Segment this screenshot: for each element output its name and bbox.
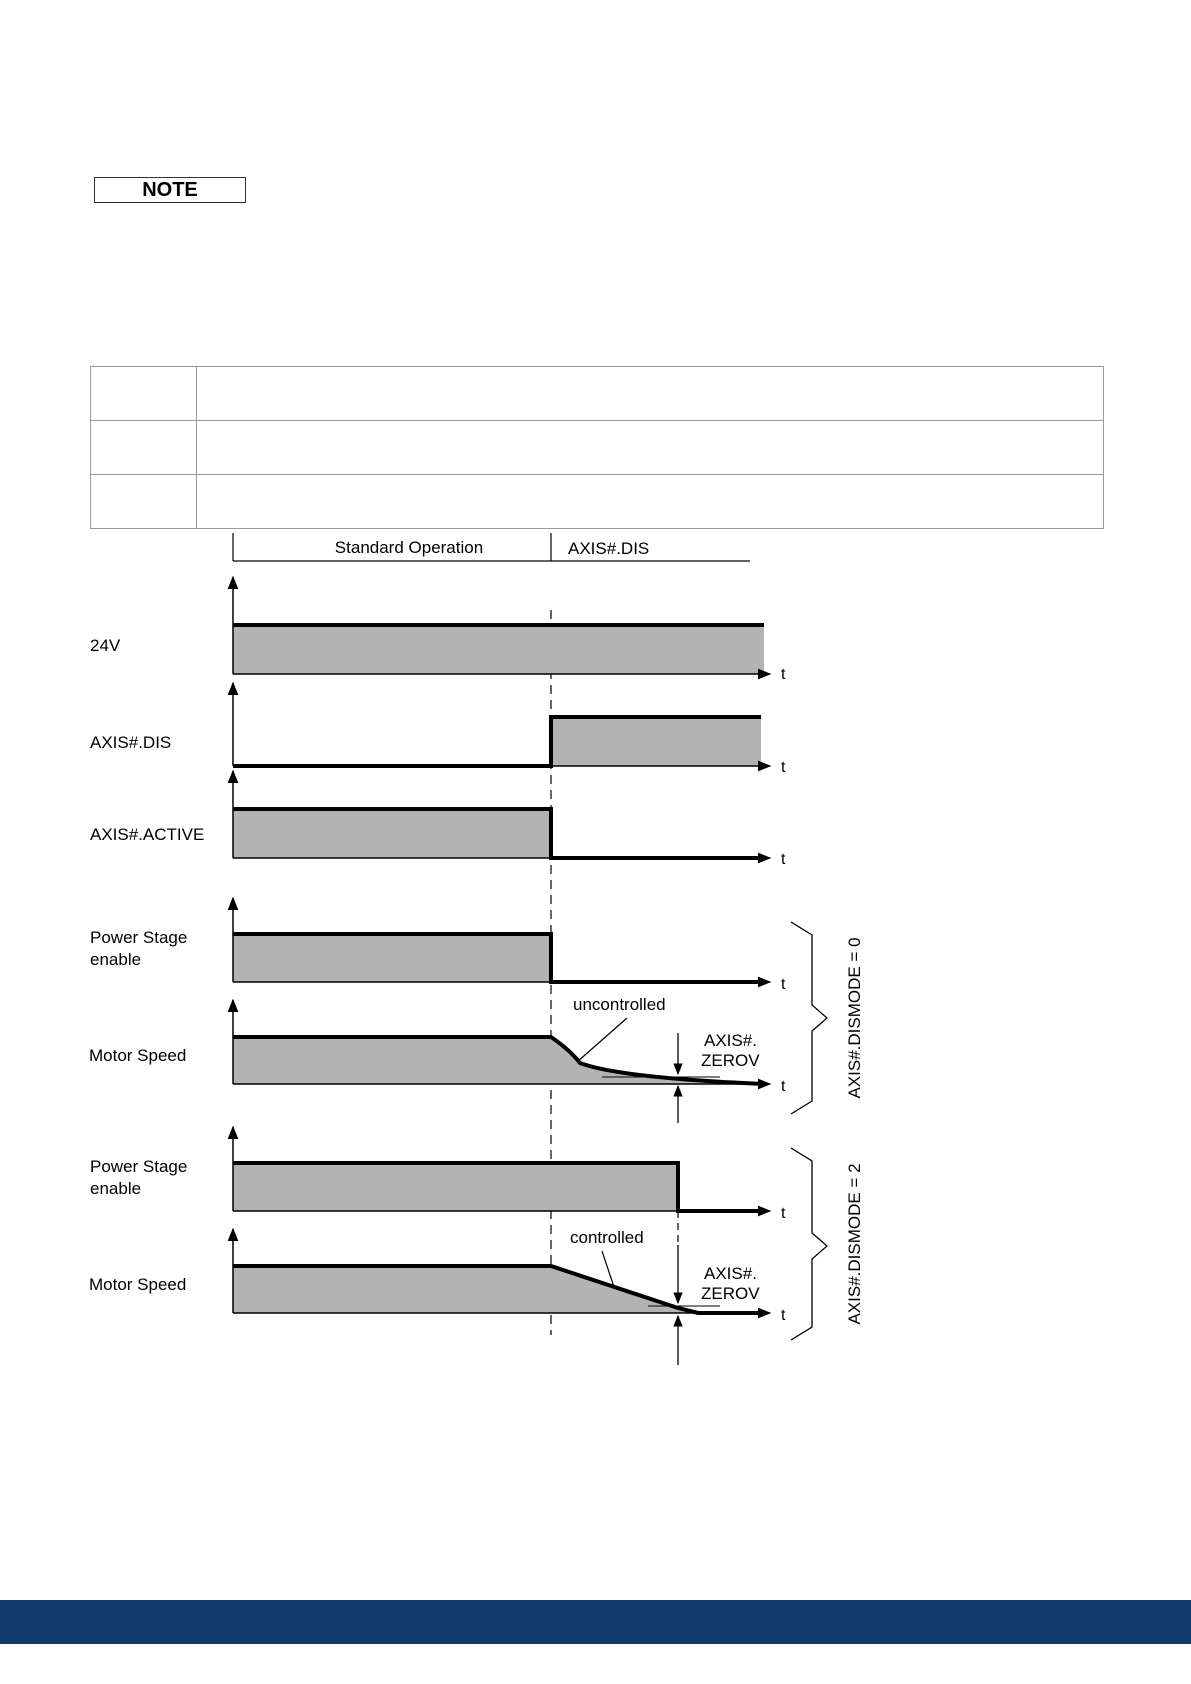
- signal-label-axis-active: AXIS#.ACTIVE: [90, 825, 205, 844]
- signal-power-stage-mode2: [90, 1127, 786, 1245]
- group-brace: [791, 922, 827, 1114]
- signal-label-24v: 24V: [90, 636, 121, 655]
- zerov-label-line1: AXIS#.: [704, 1031, 757, 1050]
- signal-power-stage-mode0: [90, 898, 786, 993]
- zerov-label-line2: ZEROV: [701, 1051, 760, 1070]
- t-axis-label: t: [781, 759, 786, 776]
- group-label-dismode-0: AXIS#.DISMODE = 0: [845, 937, 864, 1099]
- zerov-label-line1: AXIS#.: [704, 1264, 757, 1283]
- signal-fill: [233, 934, 551, 982]
- signal-label-line1: Power Stage: [90, 928, 188, 947]
- signal-label-line2: enable: [90, 1179, 142, 1198]
- annotation-controlled: controlled: [570, 1228, 644, 1247]
- signal-label-motor-speed: Motor Speed: [89, 1046, 187, 1065]
- t-axis-label: t: [781, 1078, 786, 1095]
- t-axis-label: t: [781, 976, 786, 993]
- annotation-uncontrolled: uncontrolled: [573, 995, 666, 1014]
- signal-fill: [233, 1163, 678, 1211]
- signal-fill: [233, 809, 551, 858]
- signal-label-motor-speed: Motor Speed: [89, 1275, 187, 1294]
- signal-24v: [90, 577, 786, 683]
- zerov-label-line2: ZEROV: [701, 1284, 760, 1303]
- signal-axis-dis: [90, 683, 786, 776]
- header-standard-operation: Standard Operation: [334, 538, 484, 557]
- header-axis-dis: AXIS#.DIS: [568, 539, 650, 558]
- group-dismode-0: [791, 922, 864, 1114]
- t-axis-label: t: [781, 1205, 786, 1222]
- signal-axis-active: [90, 771, 786, 868]
- signal-motor-speed-mode2: [89, 1228, 786, 1365]
- signal-label-axis-dis: AXIS#.DIS: [90, 733, 172, 752]
- t-axis-label: t: [781, 1307, 786, 1324]
- signal-fill: [551, 717, 761, 766]
- diagram-header: [233, 533, 750, 561]
- signal-motor-speed-mode0: [89, 995, 786, 1123]
- signal-label-line2: enable: [90, 950, 142, 969]
- footer-bar: [0, 1600, 1191, 1644]
- group-brace: [791, 1148, 827, 1340]
- note-label: NOTE: [94, 177, 246, 203]
- signal-fill: [233, 625, 764, 674]
- signal-label-line1: Power Stage: [90, 1157, 188, 1176]
- t-axis-label: t: [781, 851, 786, 868]
- t-axis-label: t: [781, 666, 786, 683]
- annotation-leader-line: [577, 1018, 627, 1062]
- group-dismode-2: [791, 1148, 864, 1340]
- group-label-dismode-2: AXIS#.DISMODE = 2: [845, 1163, 864, 1325]
